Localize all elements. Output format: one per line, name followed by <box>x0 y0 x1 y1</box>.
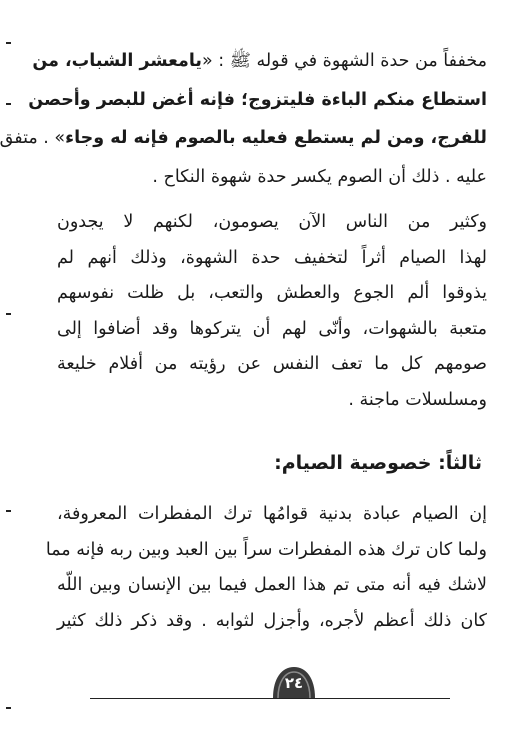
margin-mark <box>6 103 11 105</box>
text-line <box>32 42 487 81</box>
margin-mark <box>6 313 11 315</box>
margin-mark <box>6 510 11 512</box>
text-line <box>57 158 487 197</box>
book-page <box>2 0 512 742</box>
paragraph-fasting-effect <box>57 205 487 418</box>
page-number: ٢٤ <box>284 674 304 692</box>
section-heading: ثالثاً: خصوصية الصيام: <box>274 452 482 474</box>
text-line: كان ذلك أعظم لأجره، وأجزل لثوابه . وقد ذكر ذلك كثير <box>57 610 487 631</box>
text-line <box>28 81 487 120</box>
text-line: يذوقوا ألم الجوع والعطش والتعب، بل ظلت نفوسهم <box>57 283 487 303</box>
paragraph-fasting-privacy <box>45 497 487 639</box>
text-run: » . متفق <box>0 128 66 148</box>
text-run: مخففاً من حدة الشهوة في قوله ﷺ : « <box>202 51 487 71</box>
text-line: ولما كان ترك هذه المفطرات سراً بين العبد وبين ربه فإنه مما <box>45 539 487 560</box>
margin-mark <box>6 707 11 709</box>
hadith-text: يامعشر الشباب، من <box>32 51 203 71</box>
margin-mark <box>6 42 11 44</box>
text-line: صومهم كل ما تعف النفس عن رؤيته من أفلام خليعة <box>57 354 487 374</box>
hadith-text: استطاع منكم الباءة فليتزوج؛ فإنه أغض للبصر وأحصن <box>28 89 487 110</box>
text-line: متعبة بالشهوات، وأنّى لهم أن يتركوها وقد أضافوا إلى <box>57 318 487 339</box>
text-line: ومسلسلات ماجنة . <box>348 389 487 410</box>
hadith-text: للفرج، ومن لم يستطع فعليه بالصوم فإنه له وجاء <box>65 128 487 148</box>
text-line: لاشك فيه أنه متى تم هذا العمل فيما بين الإنسان وبين اللّه <box>57 575 487 595</box>
text-line: وكثير من الناس الآن يصومون، لكنهم لا يجدون <box>57 212 487 232</box>
text-line: إن الصيام عبادة بدنية قوامُها ترك المفطرات المعروفة، <box>57 504 487 524</box>
text-run: عليه . ذلك أن الصوم يكسر حدة شهوة النكاح . <box>152 166 487 187</box>
paragraph-hadith <box>0 42 487 196</box>
text-line: لهذا الصيام أثراً لتخفيف حدة الشهوة، وذلك أنهم لم <box>57 247 487 268</box>
text-line <box>0 119 487 158</box>
